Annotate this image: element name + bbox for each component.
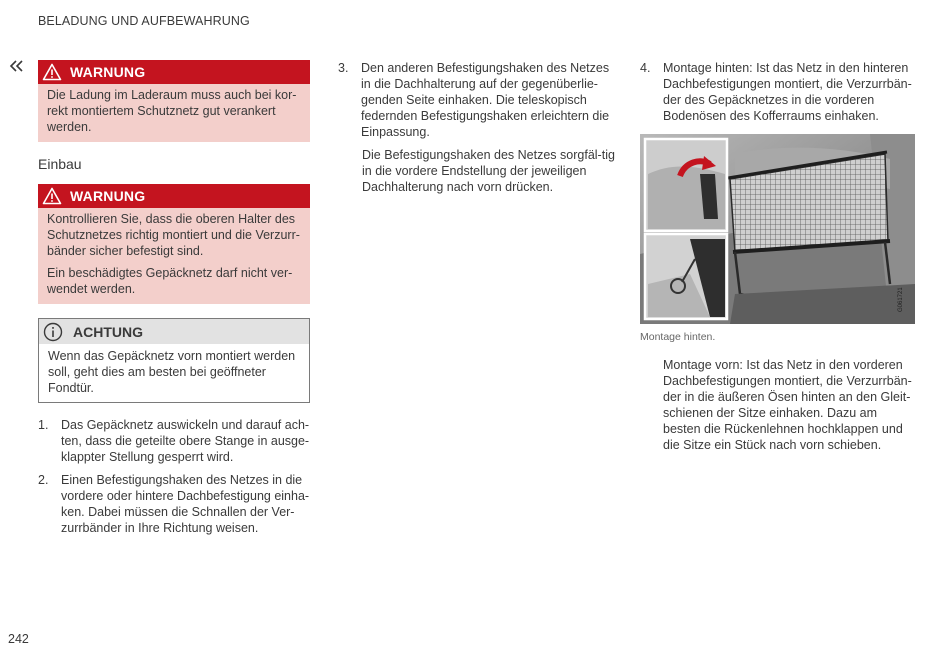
- section-title: Einbau: [38, 156, 82, 172]
- note-box: [38, 318, 310, 403]
- page-number: 242: [8, 632, 29, 646]
- column-1: [38, 60, 310, 543]
- warning-title: WARNUNG: [70, 188, 146, 204]
- step-number: 3.: [338, 61, 349, 75]
- step-text: Den anderen Befestigungshaken des Netzes in die Dachhalterung auf der gegenüberlie-genden Seite einhaken. Die teleskopisch federnden Befestigungshaken erleichtern die Einpassung.: [361, 61, 610, 139]
- step-text: Montage hinten: Ist das Netz in den hinteren Dachbefestigungen montiert, die Verzurrbän-der des Gepäcknetzes in die vorderen Bodenösen des Kofferraums einhaken.: [663, 61, 912, 123]
- warning-text: Ein beschädigtes Gepäcknetz darf nicht ver-wendet werden.: [47, 266, 293, 296]
- warning-header: [38, 184, 310, 208]
- step-text: Einen Befestigungshaken des Netzes in die vordere oder hintere Dachbefestigung einha-ken. Dabei müssen die Schnallen der Ver-zurrbänder in Ihre Richtung weisen.: [61, 473, 310, 535]
- illustration-rear-mounting: [640, 134, 915, 324]
- column-3: [640, 60, 915, 453]
- step-number: 4.: [640, 61, 651, 75]
- warning-triangle-icon: [42, 63, 62, 81]
- warning-triangle-icon: [42, 187, 62, 205]
- step-number: 1.: [38, 418, 49, 432]
- warning-header: [38, 60, 310, 84]
- note-text: Wenn das Gepäcknetz vorn montiert werden soll, geht dies am besten bei geöffneter Fondtür.: [48, 349, 296, 395]
- list-item: [38, 417, 310, 465]
- step-text: Das Gepäcknetz auswickeln und darauf ach-ten, dass die geteilte obere Stange in ausge-klappter Stellung gesperrt wird.: [61, 418, 310, 464]
- warning-box-load: [38, 60, 310, 142]
- list-item: [38, 472, 310, 536]
- note-header: [39, 319, 309, 344]
- list-item: [338, 60, 616, 140]
- figure-code: G061721: [898, 287, 904, 312]
- warning-text: Die Ladung im Laderaum muss auch bei kor-rekt montiertem Schutznetz gut verankert werden.: [47, 88, 297, 134]
- page-header: BELADUNG UND AUFBEWAHRUNG: [38, 14, 250, 28]
- step-number: 2.: [38, 473, 49, 487]
- warning-title: WARNUNG: [70, 64, 146, 80]
- figure-caption: Montage hinten.: [640, 331, 716, 343]
- warning-text: Kontrollieren Sie, dass die oberen Halter des Schutznetzes richtig montiert und die Verzurr-bänder sicher befestigt sind.: [47, 212, 300, 258]
- step-subtext: Die Befestigungshaken des Netzes sorgfäl-tig in die vordere Endstellung der jeweiligen Dachhalterung nach vorn drücken.: [362, 148, 615, 194]
- step-list: [38, 417, 310, 536]
- info-circle-icon: [43, 322, 63, 342]
- column-2: [338, 60, 616, 195]
- note-title: ACHTUNG: [73, 323, 143, 340]
- cargo-net-illustration: [640, 134, 915, 324]
- double-chevron-left-icon[interactable]: [9, 60, 25, 72]
- step-subtext: Montage vorn: Ist das Netz in den vorderen Dachbefestigungen montiert, die Verzurrbän-der in die äußeren Ösen hinten an den Gleit-schienen der Sitze einhaken. Dazu am besten die Rückenlehnen hochklappen und die Sitze ein Stück nach vorn schieben.: [663, 358, 912, 452]
- warning-box-install: [38, 184, 310, 304]
- list-item: [640, 60, 915, 124]
